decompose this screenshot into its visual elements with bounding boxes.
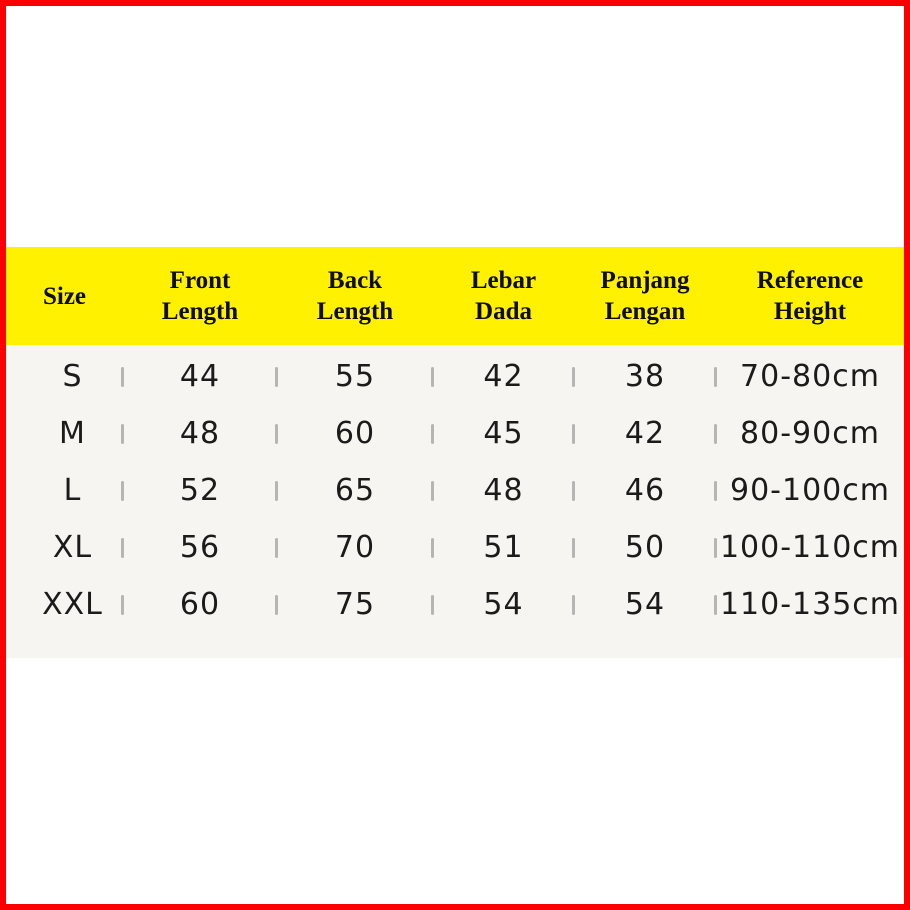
cell-value: 70-80cm	[740, 359, 880, 394]
cell-value: 75	[334, 587, 376, 622]
cell-reference-height	[716, 405, 904, 462]
column-header-lebar-dada	[433, 247, 574, 345]
cell-size	[6, 348, 123, 405]
table-header-row	[6, 247, 904, 345]
cell-value: 44	[179, 359, 221, 394]
column-divider-tick	[572, 367, 575, 387]
cell-value: 51	[483, 530, 524, 565]
column-divider-tick	[121, 367, 124, 387]
cell-front-length	[123, 462, 277, 519]
column-divider-tick	[714, 481, 717, 501]
column-header-panjang-lengan	[574, 247, 716, 345]
column-divider-tick	[572, 538, 575, 558]
column-divider-tick	[275, 424, 278, 444]
cell-value: 110-135cm	[719, 587, 901, 622]
header-line: Dada	[475, 298, 532, 325]
column-divider-tick	[572, 424, 575, 444]
cell-value: 80-90cm	[740, 416, 880, 451]
cell-panjang-lengan	[574, 576, 716, 633]
header-line: Back	[327, 267, 383, 294]
column-divider-tick	[714, 367, 717, 387]
cell-value: 54	[483, 587, 524, 622]
column-header-front-length	[123, 247, 277, 345]
column-divider-tick	[275, 595, 278, 615]
column-divider-tick	[714, 424, 717, 444]
cell-reference-height	[716, 576, 904, 633]
table-row-xl	[6, 519, 904, 576]
column-header-back-length	[277, 247, 433, 345]
cell-back-length	[277, 405, 433, 462]
table-row-m	[6, 405, 904, 462]
table-row-l	[6, 462, 904, 519]
column-divider-tick	[572, 595, 575, 615]
cell-size	[6, 519, 123, 576]
cell-value: 90-100cm	[730, 473, 890, 508]
cell-value: 38	[624, 359, 666, 394]
column-divider-tick	[572, 481, 575, 501]
cell-lebar-dada	[433, 462, 574, 519]
cell-back-length	[277, 519, 433, 576]
cell-lebar-dada	[433, 405, 574, 462]
header-line: Length	[161, 298, 239, 325]
cell-front-length	[123, 576, 277, 633]
cell-front-length	[123, 348, 277, 405]
column-divider-tick	[121, 481, 124, 501]
cell-front-length	[123, 405, 277, 462]
cell-front-length	[123, 519, 277, 576]
cell-lebar-dada	[433, 348, 574, 405]
column-divider-tick	[275, 481, 278, 501]
cell-value: 46	[624, 473, 666, 508]
table-body	[6, 345, 904, 658]
cell-value: XL	[52, 530, 93, 565]
cell-value: 45	[483, 416, 524, 451]
header-line: Lengan	[604, 298, 686, 325]
cell-value: 70	[334, 530, 376, 565]
header-line: Reference	[756, 267, 864, 294]
cell-reference-height	[716, 462, 904, 519]
cell-back-length	[277, 348, 433, 405]
cell-reference-height	[716, 519, 904, 576]
cell-panjang-lengan	[574, 519, 716, 576]
cell-value: 52	[179, 473, 221, 508]
cell-value: 56	[179, 530, 221, 565]
column-divider-tick	[121, 595, 124, 615]
column-divider-tick	[714, 538, 717, 558]
cell-panjang-lengan	[574, 462, 716, 519]
cell-value: M	[59, 416, 86, 451]
cell-size	[6, 576, 123, 633]
cell-value: 42	[483, 359, 524, 394]
cell-value: 60	[179, 587, 221, 622]
column-divider-tick	[431, 367, 434, 387]
cell-panjang-lengan	[574, 348, 716, 405]
cell-value: 54	[624, 587, 666, 622]
column-divider-tick	[714, 595, 717, 615]
cell-value: L	[63, 473, 82, 508]
cell-value: 48	[179, 416, 221, 451]
header-line: Front	[169, 267, 231, 294]
column-header-size	[6, 247, 123, 345]
cell-value: 60	[334, 416, 376, 451]
cell-value: S	[62, 359, 83, 394]
cell-back-length	[277, 462, 433, 519]
header-line: Length	[316, 298, 394, 325]
cell-panjang-lengan	[574, 405, 716, 462]
column-divider-tick	[275, 367, 278, 387]
cell-value: 42	[624, 416, 666, 451]
cell-back-length	[277, 576, 433, 633]
table-row-s	[6, 348, 904, 405]
column-divider-tick	[275, 538, 278, 558]
cell-size	[6, 462, 123, 519]
cell-lebar-dada	[433, 576, 574, 633]
header-line: Lebar	[470, 267, 537, 294]
column-header-reference-height	[716, 247, 904, 345]
cell-value: 48	[483, 473, 524, 508]
cell-value: 55	[334, 359, 376, 394]
header-line: Height	[773, 298, 847, 325]
cell-value: XXL	[42, 587, 103, 622]
column-divider-tick	[431, 538, 434, 558]
header-line: Panjang	[600, 267, 690, 294]
cell-lebar-dada	[433, 519, 574, 576]
table-row-xxl	[6, 576, 904, 633]
cell-size	[6, 405, 123, 462]
column-divider-tick	[121, 538, 124, 558]
column-divider-tick	[431, 481, 434, 501]
column-divider-tick	[431, 424, 434, 444]
cell-value: 50	[624, 530, 666, 565]
header-line: Size	[42, 282, 87, 310]
column-divider-tick	[121, 424, 124, 444]
cell-value: 65	[334, 473, 376, 508]
cell-reference-height	[716, 348, 904, 405]
column-divider-tick	[431, 595, 434, 615]
cell-value: 100-110cm	[719, 530, 901, 565]
